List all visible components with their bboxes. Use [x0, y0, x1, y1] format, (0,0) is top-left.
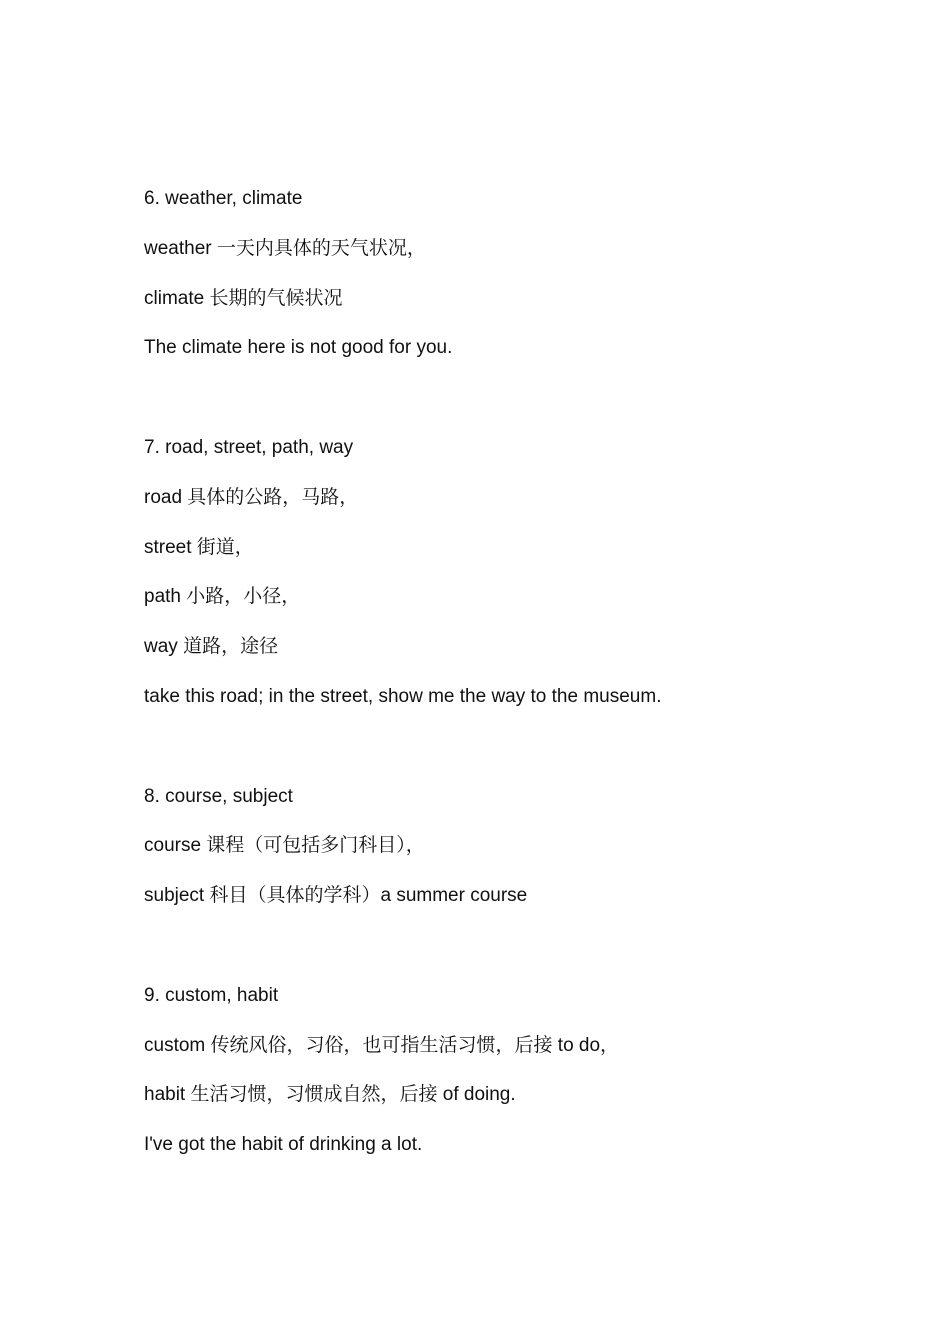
text-line: subject 科目（具体的学科）a summer course — [144, 885, 528, 907]
text-line: climate 长期的气候状况 — [144, 287, 343, 309]
document-body — [144, 185, 844, 1181]
blank-line — [144, 932, 844, 960]
text-line: habit 生活习惯，习惯成自然，后接 of doing. — [144, 1084, 516, 1106]
text-line: street 街道， — [144, 536, 254, 558]
text-line: road 具体的公路，马路， — [144, 486, 359, 508]
blank-line — [144, 384, 844, 412]
text-line: course 课程（可包括多门科目）， — [144, 835, 425, 857]
text-line: way 道路，途径 — [144, 636, 279, 658]
text-line: path 小路，小径， — [144, 586, 301, 608]
section-heading: 7. road, street, path, way — [144, 436, 354, 458]
example-sentence: I've got the habit of drinking a lot. — [144, 1134, 423, 1156]
text-line: weather 一天内具体的天气状况， — [144, 237, 426, 259]
example-sentence: The climate here is not good for you. — [144, 337, 453, 359]
section-heading: 9. custom, habit — [144, 984, 279, 1006]
blank-line — [144, 733, 844, 761]
example-sentence: take this road; in the street, show me the way to the museum. — [144, 685, 662, 707]
section-heading: 6. weather, climate — [144, 188, 303, 209]
text-line: custom 传统风俗，习俗，也可指生活习惯，后接 to do， — [144, 1034, 620, 1056]
section-heading: 8. course, subject — [144, 785, 293, 807]
